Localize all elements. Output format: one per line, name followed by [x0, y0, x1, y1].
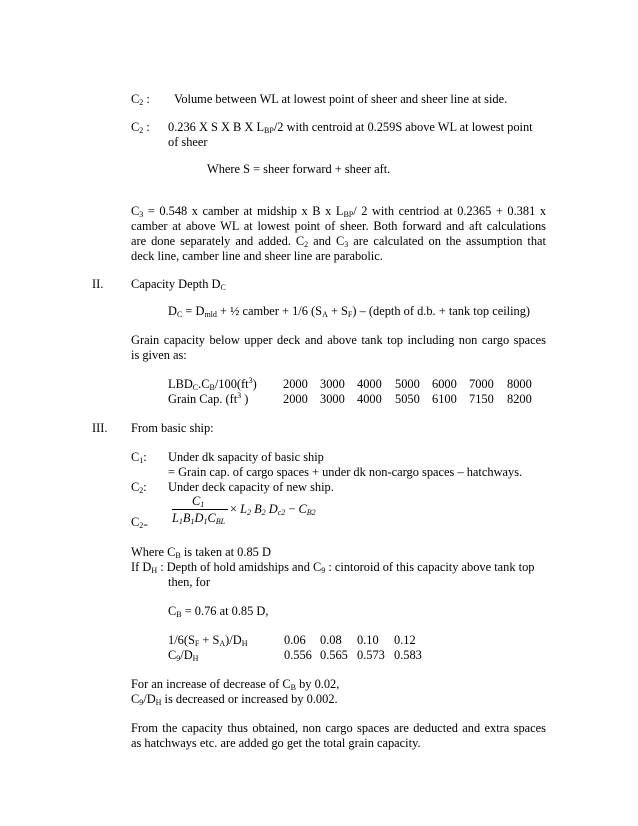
- c3-line1: $C_3 = 0.548$ x camber at midship x B x $L_{BP}/$ 2 with centriod at 0.2365 + 0.381 x: [131, 204, 547, 219]
- section2-numeral: II.: [92, 277, 104, 291]
- c3-line4: deck line, camber line and sheer line are parabolic.: [131, 249, 383, 263]
- grain-row1-v0: 2000: [283, 377, 308, 391]
- final-line1: From the capacity thus obtained, non cargo spaces are deducted and extra spaces: [131, 721, 546, 735]
- grain-row2-v5: 7150: [469, 392, 494, 406]
- grain-text-1: Grain capacity below upper deck and above tank top including non cargo spaces: [131, 333, 546, 347]
- t-row2-v2: 0.573: [357, 648, 385, 662]
- increase-line1: For an increase of decrease of $C_B$ by 0.02,: [131, 677, 340, 692]
- t-row2-v1: 0.565: [320, 648, 348, 662]
- c2-eq-label: $C_{2=}$: [131, 515, 148, 530]
- c2-line1: Under deck capacity of new ship.: [168, 480, 334, 494]
- c2b-line2: of sheer: [168, 135, 208, 149]
- grain-row2-v1: 3000: [320, 392, 345, 406]
- c2a-text: Volume between WL at lowest point of sheer and sheer line at side.: [174, 92, 508, 106]
- grain-row2-v4: 6100: [432, 392, 457, 406]
- c1-line1: Under dk sapacity of basic ship: [168, 450, 324, 464]
- c2a-label: $C_2$ :: [131, 92, 150, 107]
- grain-row1-v2: 4000: [357, 377, 382, 391]
- grain-row2-v6: 8200: [507, 392, 532, 406]
- if-dh-line2: then, for: [168, 575, 210, 589]
- t-row1-v0: 0.06: [284, 633, 306, 647]
- grain-row2-v2: 4000: [357, 392, 382, 406]
- t-row2-v0: 0.556: [284, 648, 312, 662]
- increase-line2: $C_9/D_H$ is decreased or increased by 0.002.: [131, 692, 338, 707]
- grain-row2-v0: 2000: [283, 392, 308, 406]
- grain-text-2: is given as:: [131, 348, 187, 362]
- if-dh-line1: If $D_H$ : Depth of hold amidships and $C_9$ : cintoroid of this capacity above tank top: [131, 560, 535, 575]
- where-cb: Where $C_B$ is taken at 0.85 D: [131, 545, 271, 560]
- formula-denominator: $L_1B_1D_1C_{BL}$: [172, 511, 226, 526]
- section3-numeral: III.: [92, 421, 108, 435]
- final-line2: as hatchways etc. are added go get the total grain capacity.: [131, 736, 421, 750]
- t-row2-v3: 0.583: [394, 648, 422, 662]
- c1-label: $C_1$:: [131, 450, 147, 465]
- c2-label: $C_2$:: [131, 480, 147, 495]
- grain-row1-v4: 6000: [432, 377, 457, 391]
- c3-line3: are done separately and added. $C_2$ and $C_3$ are calculated on the assumption that: [131, 234, 546, 249]
- capacity-depth-formula: $D_C = D_{mld}$ + ½ camber + 1/6 $(S_A + S_F)$ – (depth of d.b. + tank top ceiling): [168, 304, 531, 319]
- c2b-label: $C_2$ :: [131, 120, 150, 135]
- formula-fraction-bar: [172, 509, 228, 510]
- c2b-line1: 0.236 X S X B X $L_{BP}/2$ with centroid at 0.259S above WL at lowest point: [168, 120, 533, 135]
- c3-line2: camber at above WL at lowest point of sheer. Both forward and aft calculations: [131, 219, 546, 233]
- section3-heading: From basic ship:: [131, 421, 214, 435]
- grain-row1-v1: 3000: [320, 377, 345, 391]
- c2-formula: [172, 494, 352, 530]
- grain-row1-v5: 7000: [469, 377, 494, 391]
- grain-row1-label: $LBD_C.C_B/100(ft^3)$: [168, 376, 257, 392]
- section2-heading: Capacity Depth $D_C$: [131, 277, 226, 292]
- t-row2-label: $C_9/D_H$: [168, 648, 199, 663]
- grain-row1-v6: 8000: [507, 377, 532, 391]
- t-row1-label: $1/6(S_F + S_A)/D_H$: [168, 633, 248, 648]
- grain-row2-label: Grain Cap. ($ft^3$ ): [168, 391, 249, 406]
- c2b-where: Where S = sheer forward + sheer aft.: [207, 162, 391, 176]
- t-row1-v3: 0.12: [394, 633, 416, 647]
- cb-value: $C_B = 0.76$ at 0.85 D,: [168, 604, 269, 619]
- grain-row2-v3: 5050: [395, 392, 420, 406]
- t-row1-v1: 0.08: [320, 633, 342, 647]
- formula-rhs: × $L_2$ $B_2$ $D_{c2} - C_{B2}$: [230, 502, 316, 517]
- c1-line2: = Grain cap. of cargo spaces + under dk non-cargo spaces – hatchways.: [168, 465, 523, 479]
- t-row1-v2: 0.10: [357, 633, 379, 647]
- formula-numerator: $C_1$: [192, 494, 205, 509]
- grain-row1-v3: 5000: [395, 377, 420, 391]
